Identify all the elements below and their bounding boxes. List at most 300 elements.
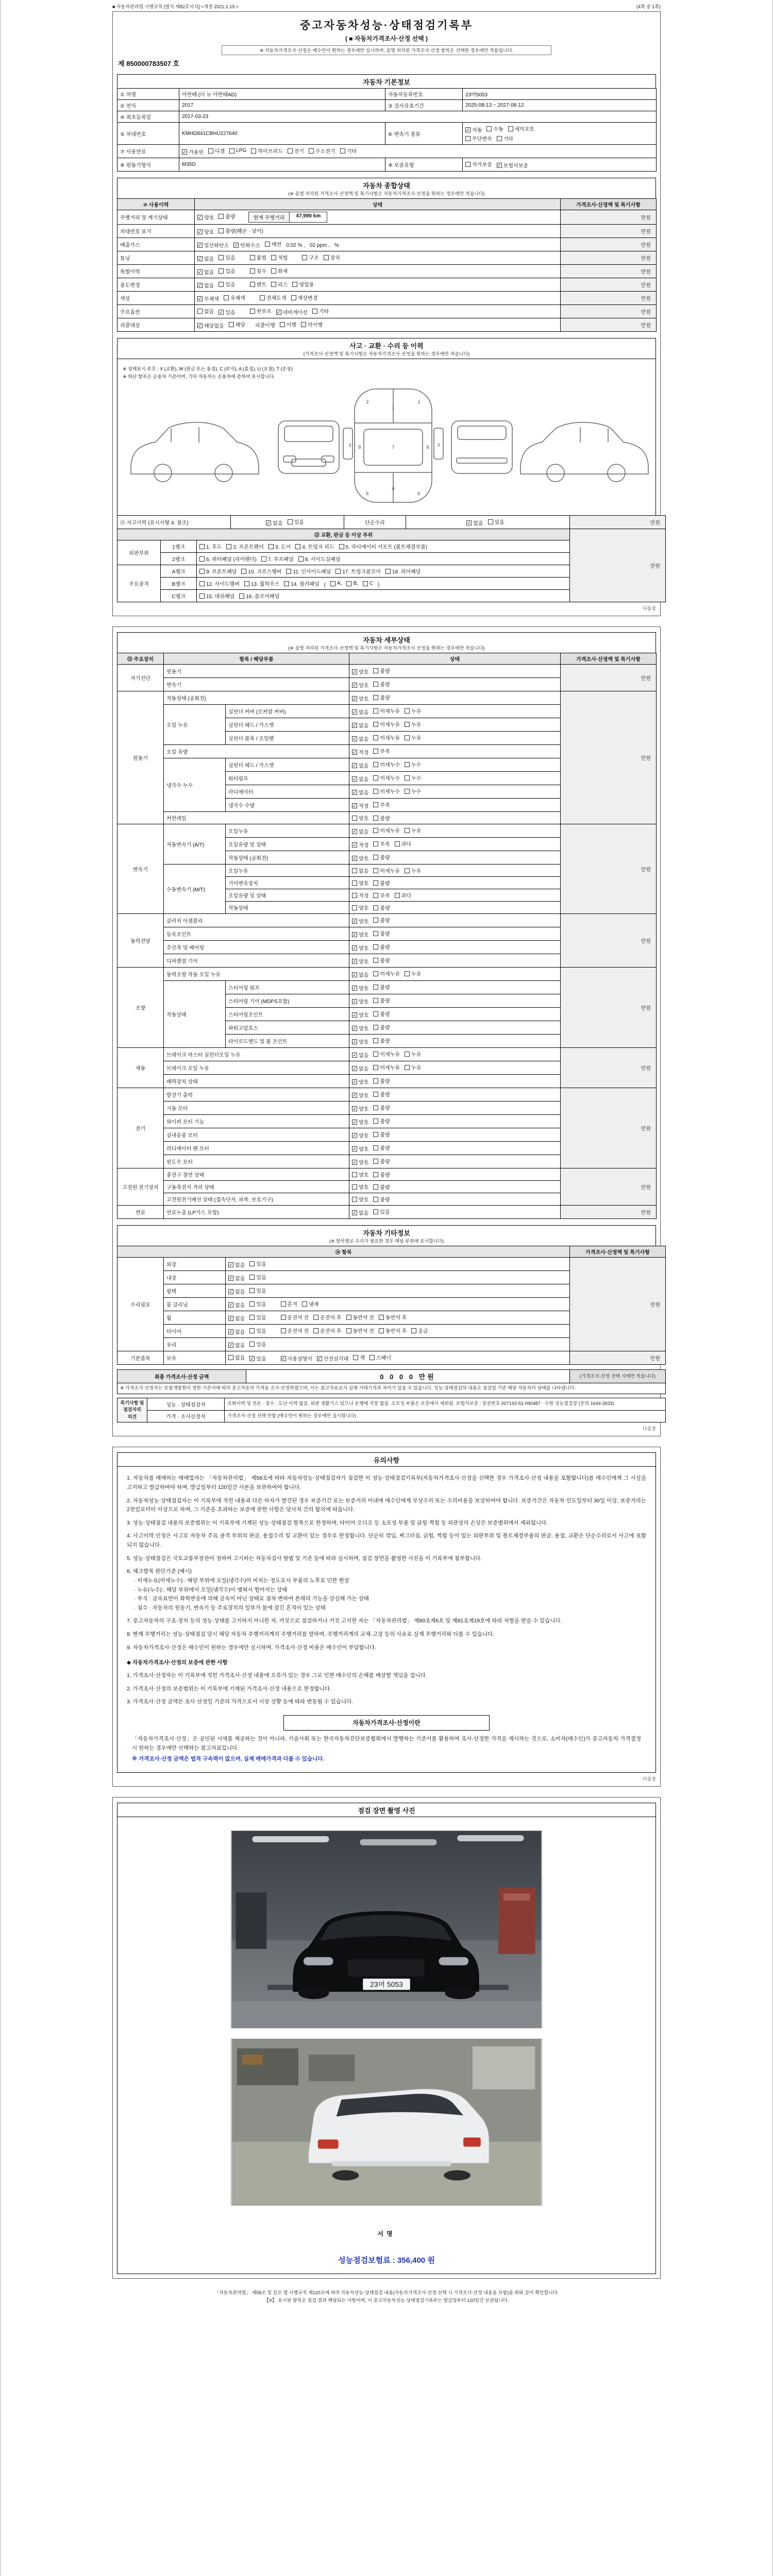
checkbox-option[interactable] <box>260 294 287 301</box>
checkbox-checked-icon[interactable]: ✓ <box>198 229 202 234</box>
checkbox-unchecked-icon[interactable] <box>352 905 357 910</box>
checkbox-unchecked-icon[interactable] <box>291 295 296 300</box>
checkbox-option[interactable] <box>373 1037 390 1044</box>
checkbox-checked-icon[interactable]: ✓ <box>352 1092 357 1098</box>
checkbox-option[interactable] <box>199 555 257 563</box>
checkbox-unchecked-icon[interactable] <box>395 893 400 898</box>
checkbox-option[interactable] <box>250 307 272 315</box>
checkbox-checked-icon[interactable]: ✓ <box>229 1302 233 1308</box>
checkbox-unchecked-icon[interactable] <box>373 905 378 910</box>
checkbox-unchecked-icon[interactable] <box>373 1159 378 1164</box>
checkbox-unchecked-icon[interactable] <box>249 1315 255 1320</box>
checkbox-unchecked-icon[interactable] <box>352 893 357 898</box>
checkbox-option[interactable] <box>197 241 229 249</box>
checkbox-unchecked-icon[interactable] <box>261 556 266 562</box>
next-page-link[interactable]: 다음장 <box>642 606 656 612</box>
checkbox-unchecked-icon[interactable] <box>373 931 378 936</box>
checkbox-unchecked-icon[interactable] <box>249 1301 255 1307</box>
checkbox-checked-icon[interactable]: ✓ <box>352 1039 357 1044</box>
checkbox-option[interactable] <box>373 840 390 848</box>
checkbox-option[interactable] <box>284 580 319 587</box>
checkbox-option[interactable] <box>352 681 368 689</box>
checkbox-unchecked-icon[interactable] <box>197 309 203 314</box>
checkbox-unchecked-icon[interactable] <box>405 762 410 767</box>
checkbox-option[interactable] <box>373 1090 390 1098</box>
checkbox-checked-icon[interactable]: ✓ <box>229 1329 233 1334</box>
checkbox-option[interactable] <box>199 580 240 587</box>
checkbox-unchecked-icon[interactable] <box>373 868 378 873</box>
checkbox-option[interactable] <box>373 693 390 701</box>
checkbox-checked-icon[interactable]: ✓ <box>497 162 501 168</box>
checkbox-checked-icon[interactable]: ✓ <box>352 789 357 795</box>
checkbox-unchecked-icon[interactable] <box>373 1025 378 1030</box>
checkbox-unchecked-icon[interactable] <box>219 255 224 260</box>
checkbox-option[interactable] <box>199 592 234 600</box>
checkbox-unchecked-icon[interactable] <box>405 828 410 833</box>
checkbox-unchecked-icon[interactable] <box>373 1092 378 1097</box>
checkbox-option[interactable] <box>352 854 368 862</box>
checkbox-unchecked-icon[interactable] <box>352 1172 357 1177</box>
checkbox-option[interactable] <box>373 1010 390 1018</box>
checkbox-unchecked-icon[interactable] <box>339 544 344 549</box>
checkbox-option[interactable] <box>340 147 357 155</box>
checkbox-option[interactable] <box>317 1354 348 1362</box>
checkbox-unchecked-icon[interactable] <box>373 749 378 754</box>
checkbox-option[interactable] <box>219 280 235 288</box>
checkbox-option[interactable] <box>352 1195 368 1203</box>
checkbox-unchecked-icon[interactable] <box>373 1052 378 1057</box>
checkbox-option[interactable] <box>405 787 421 795</box>
checkbox-option[interactable] <box>395 840 411 848</box>
checkbox-option[interactable] <box>281 1354 312 1362</box>
checkbox-checked-icon[interactable]: ✓ <box>219 309 224 315</box>
checkbox-unchecked-icon[interactable] <box>302 255 307 260</box>
checkbox-unchecked-icon[interactable] <box>219 268 224 274</box>
checkbox-option[interactable] <box>249 1327 266 1334</box>
checkbox-option[interactable] <box>197 321 224 329</box>
checkbox-checked-icon[interactable]: ✓ <box>352 972 357 977</box>
checkbox-checked-icon[interactable]: ✓ <box>352 828 357 834</box>
checkbox-unchecked-icon[interactable] <box>379 1315 384 1320</box>
checkbox-unchecked-icon[interactable] <box>373 1197 378 1202</box>
checkbox-option[interactable] <box>373 1171 390 1178</box>
checkbox-option[interactable] <box>373 891 390 899</box>
checkbox-option[interactable] <box>373 801 390 808</box>
checkbox-option[interactable] <box>488 518 505 526</box>
checkbox-option[interactable] <box>352 748 368 756</box>
checkbox-unchecked-icon[interactable] <box>373 855 378 860</box>
checkbox-unchecked-icon[interactable] <box>405 971 410 976</box>
signature-label[interactable]: 서명 <box>377 2230 396 2238</box>
checkbox-unchecked-icon[interactable] <box>199 544 205 549</box>
checkbox-unchecked-icon[interactable] <box>373 1209 378 1214</box>
checkbox-unchecked-icon[interactable] <box>405 775 410 781</box>
checkbox-option[interactable] <box>352 1209 368 1216</box>
checkbox-unchecked-icon[interactable] <box>465 162 470 167</box>
checkbox-checked-icon[interactable]: ✓ <box>198 323 202 328</box>
checkbox-option[interactable] <box>352 802 368 809</box>
checkbox-option[interactable] <box>229 148 246 154</box>
checkbox-option[interactable] <box>373 787 400 795</box>
checkbox-option[interactable] <box>405 734 421 741</box>
checkbox-checked-icon[interactable]: ✓ <box>352 776 357 782</box>
checkbox-option[interactable] <box>373 996 390 1004</box>
checkbox-option[interactable] <box>352 917 368 925</box>
checkbox-unchecked-icon[interactable] <box>301 322 306 327</box>
checkbox-checked-icon[interactable]: ✓ <box>266 520 271 526</box>
checkbox-option[interactable] <box>373 867 400 874</box>
checkbox-unchecked-icon[interactable] <box>411 1328 416 1333</box>
checkbox-unchecked-icon[interactable] <box>271 268 276 274</box>
checkbox-unchecked-icon[interactable] <box>405 735 410 740</box>
checkbox-option[interactable] <box>352 1038 368 1045</box>
checkbox-option[interactable] <box>182 148 204 156</box>
checkbox-option[interactable] <box>241 567 281 575</box>
checkbox-option[interactable] <box>197 281 214 289</box>
next-page-link[interactable]: 다음장 <box>642 1776 656 1782</box>
checkbox-option[interactable] <box>228 1341 245 1349</box>
checkbox-option[interactable] <box>219 212 235 220</box>
checkbox-unchecked-icon[interactable] <box>284 581 289 586</box>
checkbox-unchecked-icon[interactable] <box>330 581 335 586</box>
checkbox-option[interactable] <box>373 720 400 728</box>
checkbox-option[interactable] <box>281 1300 297 1308</box>
checkbox-unchecked-icon[interactable] <box>219 228 224 233</box>
checkbox-checked-icon[interactable]: ✓ <box>352 998 357 1004</box>
checkbox-option[interactable] <box>352 694 368 702</box>
checkbox-checked-icon[interactable]: ✓ <box>229 1275 233 1281</box>
checkbox-checked-icon[interactable]: ✓ <box>352 958 357 964</box>
checkbox-unchecked-icon[interactable] <box>224 295 229 300</box>
checkbox-unchecked-icon[interactable] <box>373 775 378 781</box>
checkbox-unchecked-icon[interactable] <box>373 998 378 1003</box>
checkbox-option[interactable] <box>295 543 334 550</box>
checkbox-checked-icon[interactable]: ✓ <box>229 1342 233 1348</box>
checkbox-option[interactable] <box>339 543 428 550</box>
checkbox-option[interactable] <box>346 581 358 586</box>
checkbox-checked-icon[interactable]: ✓ <box>352 1119 357 1125</box>
checkbox-option[interactable] <box>373 680 390 688</box>
checkbox-checked-icon[interactable]: ✓ <box>250 1355 255 1361</box>
checkbox-unchecked-icon[interactable] <box>229 322 234 327</box>
checkbox-option[interactable] <box>249 1286 266 1294</box>
checkbox-option[interactable] <box>352 708 368 716</box>
checkbox-option[interactable] <box>228 1353 245 1361</box>
checkbox-unchecked-icon[interactable] <box>373 958 378 963</box>
checkbox-option[interactable] <box>385 567 421 575</box>
checkbox-checked-icon[interactable]: ✓ <box>352 749 357 755</box>
checkbox-unchecked-icon[interactable] <box>373 918 378 923</box>
checkbox-option[interactable] <box>271 267 288 275</box>
checkbox-unchecked-icon[interactable] <box>292 282 297 287</box>
checkbox-option[interactable] <box>219 227 263 234</box>
checkbox-option[interactable] <box>497 134 513 142</box>
checkbox-checked-icon[interactable]: ✓ <box>182 149 187 155</box>
checkbox-checked-icon[interactable]: ✓ <box>198 256 202 261</box>
checkbox-option[interactable] <box>369 1353 391 1361</box>
checkbox-option[interactable] <box>405 1063 421 1071</box>
checkbox-option[interactable] <box>352 891 368 899</box>
checkbox-checked-icon[interactable]: ✓ <box>352 1106 357 1111</box>
checkbox-option[interactable] <box>288 147 304 155</box>
checkbox-unchecked-icon[interactable] <box>340 148 345 154</box>
checkbox-option[interactable] <box>228 1314 245 1322</box>
checkbox-option[interactable] <box>352 1118 368 1126</box>
checkbox-option[interactable] <box>352 1145 368 1153</box>
checkbox-unchecked-icon[interactable] <box>271 255 276 260</box>
checkbox-unchecked-icon[interactable] <box>373 1132 378 1137</box>
checkbox-option[interactable] <box>373 760 400 768</box>
checkbox-option[interactable] <box>373 1157 390 1165</box>
checkbox-option[interactable] <box>266 519 282 527</box>
checkbox-option[interactable] <box>373 956 390 964</box>
checkbox-unchecked-icon[interactable] <box>373 1038 378 1043</box>
checkbox-checked-icon[interactable]: ✓ <box>234 242 239 248</box>
checkbox-option[interactable] <box>268 543 291 550</box>
checkbox-checked-icon[interactable]: ✓ <box>317 1355 322 1361</box>
checkbox-option[interactable] <box>228 1287 245 1295</box>
checkbox-unchecked-icon[interactable] <box>288 148 293 154</box>
checkbox-option[interactable] <box>271 280 288 288</box>
checkbox-option[interactable] <box>405 970 421 977</box>
checkbox-unchecked-icon[interactable] <box>373 1011 378 1016</box>
checkbox-option[interactable] <box>302 1300 318 1308</box>
checkbox-unchecked-icon[interactable] <box>250 282 255 287</box>
checkbox-option[interactable] <box>373 1077 390 1084</box>
checkbox-unchecked-icon[interactable] <box>373 1105 378 1110</box>
checkbox-checked-icon[interactable]: ✓ <box>352 1012 357 1018</box>
checkbox-option[interactable] <box>405 720 421 728</box>
checkbox-checked-icon[interactable]: ✓ <box>352 985 357 991</box>
checkbox-option[interactable] <box>197 228 214 235</box>
checkbox-option[interactable] <box>405 1050 421 1058</box>
checkbox-unchecked-icon[interactable] <box>373 1184 378 1190</box>
checkbox-checked-icon[interactable]: ✓ <box>352 1065 357 1071</box>
checkbox-option[interactable] <box>373 904 390 911</box>
checkbox-option[interactable] <box>226 543 263 550</box>
checkbox-unchecked-icon[interactable] <box>373 828 378 833</box>
checkbox-option[interactable] <box>219 253 235 261</box>
checkbox-option[interactable] <box>219 308 235 316</box>
checkbox-unchecked-icon[interactable] <box>286 569 291 574</box>
checkbox-checked-icon[interactable]: ✓ <box>466 127 470 132</box>
checkbox-unchecked-icon[interactable] <box>208 148 213 154</box>
checkbox-option[interactable] <box>373 970 400 977</box>
checkbox-unchecked-icon[interactable] <box>335 569 341 574</box>
checkbox-unchecked-icon[interactable] <box>373 880 378 886</box>
checkbox-unchecked-icon[interactable] <box>373 1078 378 1083</box>
checkbox-checked-icon[interactable]: ✓ <box>229 1262 233 1267</box>
checkbox-option[interactable] <box>228 1301 245 1309</box>
checkbox-option[interactable] <box>373 1063 400 1071</box>
checkbox-option[interactable] <box>249 1300 266 1308</box>
checkbox-option[interactable] <box>352 1158 368 1166</box>
checkbox-option[interactable] <box>379 1313 407 1321</box>
checkbox-option[interactable] <box>239 592 279 600</box>
checkbox-option[interactable] <box>250 280 266 288</box>
checkbox-option[interactable] <box>352 944 368 952</box>
checkbox-unchecked-icon[interactable] <box>219 214 224 219</box>
checkbox-option[interactable] <box>373 983 390 991</box>
checkbox-unchecked-icon[interactable] <box>199 581 205 586</box>
checkbox-checked-icon[interactable]: ✓ <box>352 803 357 808</box>
checkbox-unchecked-icon[interactable] <box>395 841 400 846</box>
checkbox-option[interactable] <box>276 308 308 316</box>
checkbox-option[interactable] <box>301 320 323 328</box>
checkbox-unchecked-icon[interactable] <box>249 1275 255 1280</box>
checkbox-checked-icon[interactable]: ✓ <box>467 520 471 526</box>
checkbox-unchecked-icon[interactable] <box>385 569 391 574</box>
checkbox-checked-icon[interactable]: ✓ <box>229 1289 233 1294</box>
checkbox-option[interactable] <box>312 307 329 315</box>
checkbox-option[interactable] <box>352 841 368 849</box>
checkbox-option[interactable] <box>346 1313 374 1321</box>
checkbox-checked-icon[interactable]: ✓ <box>352 669 357 674</box>
checkbox-option[interactable] <box>208 147 225 155</box>
checkbox-unchecked-icon[interactable] <box>265 242 270 247</box>
checkbox-unchecked-icon[interactable] <box>228 1355 233 1360</box>
checkbox-unchecked-icon[interactable] <box>352 816 357 821</box>
checkbox-unchecked-icon[interactable] <box>313 1328 318 1333</box>
checkbox-option[interactable] <box>373 929 390 937</box>
checkbox-unchecked-icon[interactable] <box>352 1184 357 1190</box>
checkbox-option[interactable] <box>405 826 421 834</box>
checkbox-option[interactable] <box>228 1328 245 1335</box>
next-page-link[interactable]: 다음장 <box>642 1426 656 1432</box>
checkbox-unchecked-icon[interactable] <box>373 708 378 714</box>
checkbox-checked-icon[interactable]: ✓ <box>352 1210 357 1215</box>
checkbox-option[interactable] <box>352 867 368 874</box>
checkbox-unchecked-icon[interactable] <box>250 255 255 260</box>
checkbox-option[interactable] <box>373 1130 390 1138</box>
checkbox-option[interactable] <box>486 125 503 132</box>
checkbox-unchecked-icon[interactable] <box>298 556 304 562</box>
checkbox-unchecked-icon[interactable] <box>241 569 246 574</box>
checkbox-option[interactable] <box>373 943 390 951</box>
checkbox-checked-icon[interactable]: ✓ <box>352 736 357 741</box>
checkbox-option[interactable] <box>352 788 368 796</box>
checkbox-option[interactable] <box>197 307 214 315</box>
checkbox-unchecked-icon[interactable] <box>281 1301 286 1307</box>
checkbox-unchecked-icon[interactable] <box>488 519 493 524</box>
checkbox-option[interactable] <box>373 1104 390 1111</box>
checkbox-option[interactable] <box>373 1144 390 1151</box>
checkbox-unchecked-icon[interactable] <box>249 1288 255 1293</box>
checkbox-unchecked-icon[interactable] <box>369 1355 375 1360</box>
checkbox-unchecked-icon[interactable] <box>251 148 256 154</box>
checkbox-unchecked-icon[interactable] <box>250 268 255 274</box>
checkbox-option[interactable] <box>465 160 492 168</box>
checkbox-unchecked-icon[interactable] <box>373 695 378 700</box>
checkbox-unchecked-icon[interactable] <box>373 971 378 976</box>
checkbox-option[interactable] <box>292 280 314 288</box>
checkbox-option[interactable] <box>373 814 390 822</box>
checkbox-option[interactable] <box>352 814 368 822</box>
checkbox-unchecked-icon[interactable] <box>373 722 378 727</box>
checkbox-option[interactable] <box>313 1313 341 1321</box>
checkbox-unchecked-icon[interactable] <box>250 309 255 314</box>
checkbox-option[interactable] <box>265 240 281 248</box>
checkbox-option[interactable] <box>373 1023 390 1031</box>
checkbox-unchecked-icon[interactable] <box>302 1301 307 1307</box>
checkbox-unchecked-icon[interactable] <box>199 569 205 574</box>
checkbox-option[interactable] <box>249 1260 266 1267</box>
checkbox-option[interactable] <box>411 1327 428 1334</box>
checkbox-unchecked-icon[interactable] <box>373 668 378 673</box>
checkbox-option[interactable] <box>288 518 304 526</box>
checkbox-unchecked-icon[interactable] <box>373 841 378 846</box>
checkbox-unchecked-icon[interactable] <box>465 136 470 141</box>
checkbox-option[interactable] <box>298 555 341 563</box>
checkbox-checked-icon[interactable]: ✓ <box>352 1079 357 1084</box>
checkbox-option[interactable] <box>271 253 288 261</box>
checkbox-unchecked-icon[interactable] <box>249 1328 255 1333</box>
checkbox-unchecked-icon[interactable] <box>226 544 231 549</box>
checkbox-unchecked-icon[interactable] <box>373 789 378 794</box>
checkbox-option[interactable] <box>261 555 294 563</box>
checkbox-option[interactable] <box>352 735 368 742</box>
checkbox-checked-icon[interactable]: ✓ <box>198 242 202 248</box>
checkbox-option[interactable] <box>373 667 390 674</box>
checkbox-checked-icon[interactable]: ✓ <box>352 762 357 768</box>
checkbox-checked-icon[interactable]: ✓ <box>198 282 202 288</box>
checkbox-option[interactable] <box>379 1327 407 1334</box>
checkbox-checked-icon[interactable]: ✓ <box>352 855 357 861</box>
checkbox-unchecked-icon[interactable] <box>199 556 205 562</box>
checkbox-option[interactable] <box>352 668 368 675</box>
checkbox-option[interactable] <box>373 853 390 861</box>
checkbox-option[interactable] <box>373 1117 390 1125</box>
checkbox-option[interactable] <box>352 775 368 783</box>
checkbox-option[interactable] <box>373 707 400 715</box>
checkbox-checked-icon[interactable]: ✓ <box>352 931 357 937</box>
checkbox-unchecked-icon[interactable] <box>373 1145 378 1150</box>
checkbox-unchecked-icon[interactable] <box>249 1342 255 1347</box>
checkbox-option[interactable] <box>352 1171 368 1178</box>
checkbox-unchecked-icon[interactable] <box>373 802 378 807</box>
checkbox-unchecked-icon[interactable] <box>219 282 224 287</box>
checkbox-option[interactable] <box>352 1091 368 1099</box>
checkbox-option[interactable] <box>405 774 421 782</box>
checkbox-unchecked-icon[interactable] <box>405 722 410 727</box>
checkbox-checked-icon[interactable]: ✓ <box>198 269 202 275</box>
checkbox-unchecked-icon[interactable] <box>312 309 317 314</box>
checkbox-option[interactable] <box>281 1313 309 1321</box>
checkbox-option[interactable] <box>466 519 483 527</box>
checkbox-option[interactable] <box>352 1064 368 1072</box>
checkbox-option[interactable] <box>335 567 381 575</box>
checkbox-option[interactable] <box>373 826 400 834</box>
checkbox-unchecked-icon[interactable] <box>373 893 378 898</box>
checkbox-option[interactable] <box>497 161 528 169</box>
checkbox-unchecked-icon[interactable] <box>260 295 265 300</box>
checkbox-unchecked-icon[interactable] <box>295 544 300 549</box>
checkbox-option[interactable] <box>373 774 400 782</box>
checkbox-option[interactable] <box>465 126 482 133</box>
checkbox-option[interactable] <box>244 580 279 587</box>
checkbox-option[interactable] <box>224 294 245 301</box>
checkbox-option[interactable] <box>352 1183 368 1191</box>
checkbox-unchecked-icon[interactable] <box>405 868 410 873</box>
checkbox-unchecked-icon[interactable] <box>373 682 378 687</box>
checkbox-option[interactable] <box>405 867 421 874</box>
checkbox-option[interactable] <box>249 1340 266 1348</box>
checkbox-option[interactable] <box>373 747 390 755</box>
checkbox-option[interactable] <box>352 930 368 938</box>
checkbox-option[interactable] <box>302 253 318 261</box>
checkbox-unchecked-icon[interactable] <box>249 1261 255 1266</box>
checkbox-option[interactable] <box>352 1024 368 1032</box>
